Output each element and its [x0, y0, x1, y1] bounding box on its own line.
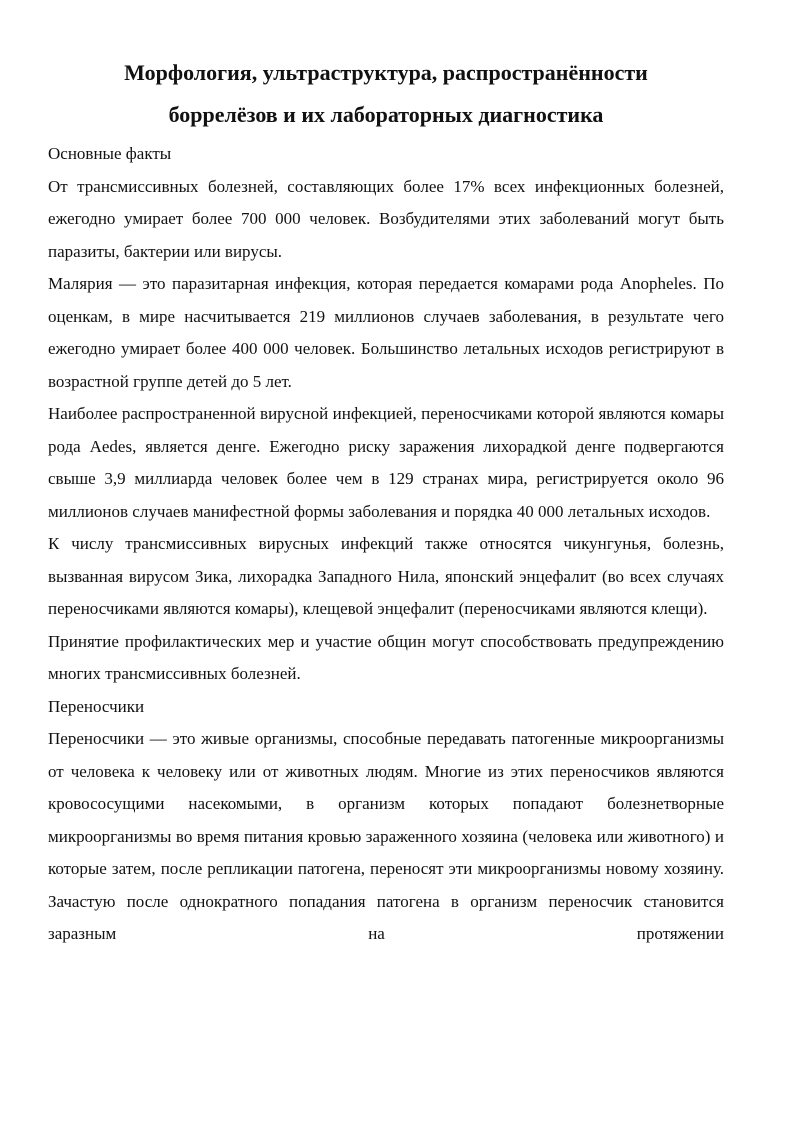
- paragraph-malaria: Малярия — это паразитарная инфекция, которая передается комарами рода Anopheles. По оценкам, в мире насчитывается 219 миллионов случаев заболевания, в результате чего ежегодно умирает более 400 000 человек. Большинство летальных исходов регистрируют в возрастной группе детей до 5 лет.: [48, 274, 724, 391]
- paragraph-other-viral-infections: К числу трансмиссивных вирусных инфекций также относятся чикунгунья, болезнь, вызванная вирусом Зика, лихорадка Западного Нила, японский энцефалит (во всех случаях переносчиками являются комары), клещевой энцефалит (переносчиками являются клещи).: [48, 534, 724, 618]
- paragraph-vectors-definition: Переносчики — это живые организмы, способные передавать патогенные микроорганизмы от человека к человеку или от животных людям. Многие из этих переносчиков являются кровососущими насекомыми, в организм которых попадают болезнетворные микроорганизмы во время питания кровью зараженного хозяина (человека или животного) и которые затем, после репликации патогена, переносят эти микроорганизмы новому хозяину. Зачастую после однократного попадания патогена в организм переносчик становится заразным на протяжении: [48, 729, 724, 943]
- paragraph-dengue: Наиболее распространенной вирусной инфекцией, переносчиками которой являются комары рода Aedes, является денге. Ежегодно риску заражения лихорадкой денге подвергаются свыше 3,9 миллиарда человек более чем в 129 странах мира, регистрируется около 96 миллионов случаев манифестной формы заболевания и порядка 40 000 летальных исходов.: [48, 404, 724, 521]
- section-heading-main-facts: Основные факты: [48, 144, 172, 163]
- title-line-1: Морфология, ультраструктура, распространённости: [124, 60, 648, 85]
- document-title: [48, 52, 724, 136]
- title-line-2: боррелёзов и их лабораторных диагностика: [168, 102, 604, 127]
- section-heading-vectors: Переносчики: [48, 696, 145, 716]
- document-page: [48, 52, 724, 951]
- paragraph-vector-borne-deaths: От трансмиссивных болезней, составляющих более 17% всех инфекционных болезней, ежегодно умирает более 700 000 человек. Возбудителями этих заболеваний могут быть паразиты, бактерии или вирусы.: [48, 176, 724, 261]
- paragraph-prevention: Принятие профилактических мер и участие общин могут способствовать предупреждению многих трансмиссивных болезней.: [48, 631, 724, 683]
